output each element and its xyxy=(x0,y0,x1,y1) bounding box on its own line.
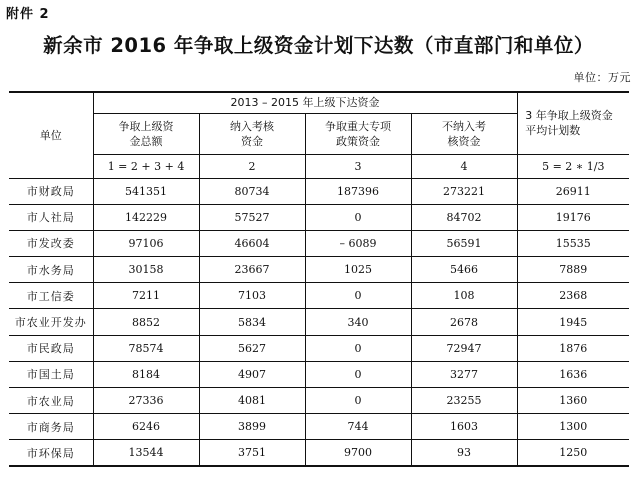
value-cell-c2: 4081 xyxy=(199,388,305,414)
formula-cell: 2 xyxy=(199,154,305,178)
value-cell-c4: 72947 xyxy=(411,335,517,361)
unit-name-cell: 市国土局 xyxy=(9,361,93,387)
table-row xyxy=(9,204,629,230)
value-cell-c3: 0 xyxy=(305,361,411,387)
value-cell-c5: 1945 xyxy=(517,309,629,335)
value-cell-c4: 1603 xyxy=(411,414,517,440)
page-title: 新余市 2016 年争取上级资金计划下达数（市直部门和单位） xyxy=(43,34,594,57)
value-cell-c4: 56591 xyxy=(411,230,517,256)
value-cell-c3: – 6089 xyxy=(305,230,411,256)
value-cell-c4: 273221 xyxy=(411,178,517,204)
header-not-assessed xyxy=(411,113,517,154)
unit-name-cell: 市农业开发办 xyxy=(9,309,93,335)
value-cell-c5: 15535 xyxy=(517,230,629,256)
header-group-2013-2015: 2013 – 2015 年上级下达资金 xyxy=(93,92,517,113)
value-cell-c3: 0 xyxy=(305,283,411,309)
value-cell-c5: 1360 xyxy=(517,388,629,414)
header-total xyxy=(93,113,199,154)
table-row xyxy=(9,440,629,466)
header-average-plan-text: 3 年争取上级资金平均计划数 xyxy=(525,109,613,138)
unit-note: 单位：万元 xyxy=(573,71,631,84)
value-cell-c1: 6246 xyxy=(93,414,199,440)
value-cell-c4: 23255 xyxy=(411,388,517,414)
value-cell-c1: 8852 xyxy=(93,309,199,335)
value-cell-c2: 3899 xyxy=(199,414,305,440)
value-cell-c1: 27336 xyxy=(93,388,199,414)
value-cell-c1: 8184 xyxy=(93,361,199,387)
table-row xyxy=(9,230,629,256)
unit-name-cell: 市工信委 xyxy=(9,283,93,309)
funding-table xyxy=(9,91,629,467)
value-cell-c1: 13544 xyxy=(93,440,199,466)
table-row xyxy=(9,257,629,283)
value-cell-c2: 4907 xyxy=(199,361,305,387)
value-cell-c1: 97106 xyxy=(93,230,199,256)
value-cell-c2: 5627 xyxy=(199,335,305,361)
table-row xyxy=(9,335,629,361)
formula-cell: 1 = 2 + 3 + 4 xyxy=(93,154,199,178)
value-cell-c2: 46604 xyxy=(199,230,305,256)
header-special-text: 争取重大专项政策资金 xyxy=(325,119,391,148)
unit-name-cell: 市财政局 xyxy=(9,178,93,204)
value-cell-c4: 3277 xyxy=(411,361,517,387)
value-cell-c2: 23667 xyxy=(199,257,305,283)
value-cell-c2: 3751 xyxy=(199,440,305,466)
value-cell-c5: 1250 xyxy=(517,440,629,466)
table-body xyxy=(9,178,629,466)
value-cell-c3: 0 xyxy=(305,335,411,361)
value-cell-c5: 1876 xyxy=(517,335,629,361)
table-row xyxy=(9,388,629,414)
value-cell-c4: 108 xyxy=(411,283,517,309)
value-cell-c5: 19176 xyxy=(517,204,629,230)
value-cell-c1: 30158 xyxy=(93,257,199,283)
value-cell-c5: 1300 xyxy=(517,414,629,440)
value-cell-c2: 5834 xyxy=(199,309,305,335)
value-cell-c5: 1636 xyxy=(517,361,629,387)
header-row-group xyxy=(9,92,629,113)
value-cell-c5: 7889 xyxy=(517,257,629,283)
unit-name-cell: 市人社局 xyxy=(9,204,93,230)
header-assessed xyxy=(199,113,305,154)
value-cell-c1: 78574 xyxy=(93,335,199,361)
header-average-plan xyxy=(517,92,629,154)
value-cell-c2: 80734 xyxy=(199,178,305,204)
value-cell-c3: 340 xyxy=(305,309,411,335)
value-cell-c1: 7211 xyxy=(93,283,199,309)
value-cell-c5: 26911 xyxy=(517,178,629,204)
unit-name-cell: 市农业局 xyxy=(9,388,93,414)
header-not-assessed-text: 不纳入考核资金 xyxy=(442,119,487,148)
value-cell-c1: 541351 xyxy=(93,178,199,204)
value-cell-c2: 7103 xyxy=(199,283,305,309)
table-row xyxy=(9,414,629,440)
value-cell-c4: 2678 xyxy=(411,309,517,335)
value-cell-c3: 1025 xyxy=(305,257,411,283)
table-row xyxy=(9,178,629,204)
value-cell-c2: 57527 xyxy=(199,204,305,230)
unit-name-cell: 市商务局 xyxy=(9,414,93,440)
unit-name-cell: 市水务局 xyxy=(9,257,93,283)
header-unit: 单位 xyxy=(9,92,93,178)
value-cell-c4: 5466 xyxy=(411,257,517,283)
value-cell-c3: 744 xyxy=(305,414,411,440)
value-cell-c1: 142229 xyxy=(93,204,199,230)
value-cell-c3: 187396 xyxy=(305,178,411,204)
unit-name-cell: 市发改委 xyxy=(9,230,93,256)
table-row xyxy=(9,361,629,387)
value-cell-c4: 84702 xyxy=(411,204,517,230)
header-special xyxy=(305,113,411,154)
value-cell-c4: 93 xyxy=(411,440,517,466)
unit-name-cell: 市民政局 xyxy=(9,335,93,361)
header-assessed-text: 纳入考核资金 xyxy=(230,119,274,148)
table-row xyxy=(9,283,629,309)
formula-cell: 3 xyxy=(305,154,411,178)
value-cell-c3: 9700 xyxy=(305,440,411,466)
value-cell-c3: 0 xyxy=(305,388,411,414)
table-row xyxy=(9,309,629,335)
header-total-text: 争取上级资金总额 xyxy=(118,119,174,148)
formula-cell: 5 = 2 ∗ 1/3 xyxy=(517,154,629,178)
formula-row xyxy=(9,154,629,178)
attachment-label: 附件 2 xyxy=(6,7,50,22)
formula-cell: 4 xyxy=(411,154,517,178)
unit-name-cell: 市环保局 xyxy=(9,440,93,466)
value-cell-c3: 0 xyxy=(305,204,411,230)
value-cell-c5: 2368 xyxy=(517,283,629,309)
